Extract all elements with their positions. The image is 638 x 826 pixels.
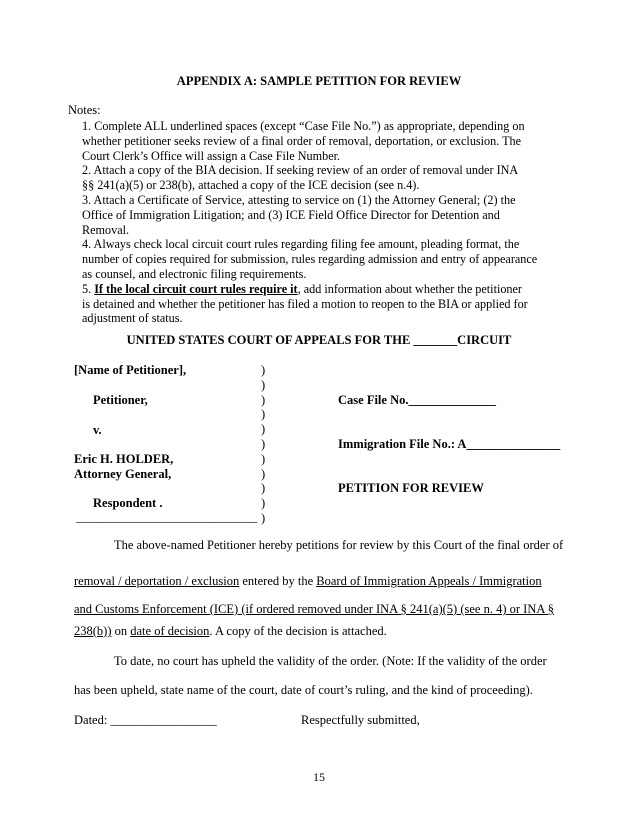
paren: )	[261, 422, 266, 437]
petition-title: PETITION FOR REVIEW	[338, 481, 484, 495]
note-line: is detained and whether the petitioner has filed a motion to reopen to the BIA or applied for	[82, 296, 528, 311]
paren: )	[261, 377, 266, 392]
body-line: To date, no court has upheld the validity of the order. (Note: If the validity of the order	[114, 654, 547, 668]
petitioner-name: [Name of Petitioner],	[74, 363, 187, 377]
paren: )	[261, 436, 266, 451]
paren: )	[261, 466, 266, 481]
immigration-file-number: Immigration File No.: A_______________	[338, 437, 561, 451]
paren: )	[261, 510, 266, 525]
note-line: 4. Always check local circuit court rules regarding filing fee amount, pleading format, the	[82, 237, 520, 252]
note-line: §§ 241(a)(5) or 238(b), attached a copy of the ICE decision (see n.4).	[82, 178, 420, 193]
appendix-title: APPENDIX A: SAMPLE PETITION FOR REVIEW	[176, 74, 462, 88]
case-file-number: Case File No.______________	[338, 393, 496, 407]
agency-field-cont: and Customs Enforcement (ICE) (if ordered removed under INA § 241(a)(5) (see n. 4) or INA §	[74, 602, 555, 616]
note-line: whether petitioner seeks review of a final order of removal, deportation, or exclusion. The	[82, 133, 522, 148]
agency-field: Board of Immigration Appeals / Immigration	[316, 574, 542, 588]
note-line: as counsel, and electronic filing requirements.	[82, 266, 307, 281]
note-line	[82, 282, 562, 297]
paren: )	[261, 407, 266, 422]
note-emphasis: If the local circuit court rules require it	[94, 281, 298, 296]
caption-rule: _____________________________	[76, 510, 258, 524]
agency-field-end: 238(b))	[74, 624, 112, 638]
paren: )	[261, 392, 266, 407]
body-line: The above-named Petitioner hereby petitions for review by this Court of the final order of	[114, 538, 564, 552]
note-4	[82, 237, 562, 281]
paren: )	[261, 481, 266, 496]
note-line: Removal.	[82, 222, 130, 237]
note-line: 2. Attach a copy of the BIA decision. If seeking review of an order of removal under INA	[82, 163, 519, 178]
note-number: 5.	[82, 281, 95, 296]
dated-line: Dated: _________________	[74, 713, 217, 727]
petitioner-label: Petitioner,	[93, 393, 148, 407]
body-text: entered by the	[239, 574, 317, 588]
caption-parentheses	[261, 363, 265, 526]
notes-list	[82, 119, 562, 326]
note-line: Court Clerk’s Office will assign a Case File Number.	[82, 148, 341, 163]
respondent-name: Eric H. HOLDER,	[74, 452, 174, 466]
paren: )	[261, 451, 266, 466]
respectfully-submitted: Respectfully submitted,	[301, 713, 420, 727]
notes-heading: Notes:	[68, 103, 101, 117]
note-line: number of copies required for submission, rules regarding admission and entry of appearance	[82, 252, 538, 267]
note-5	[82, 282, 562, 326]
note-line: adjustment of status.	[82, 311, 183, 326]
body-text: . A copy of the decision is attached.	[209, 624, 387, 638]
body-line	[74, 624, 387, 639]
note-line: 1. Complete ALL underlined spaces (except “Case File No.”) as appropriate, depending on	[82, 119, 525, 133]
note-line: Office of Immigration Litigation; and (3) ICE Field Office Director for Detention and	[82, 207, 500, 222]
body-text: on	[111, 624, 131, 638]
note-1	[82, 119, 562, 163]
page-number: 15	[313, 770, 325, 784]
body-line	[74, 602, 554, 617]
note-3	[82, 193, 562, 237]
respondent-label: Respondent .	[93, 496, 163, 510]
note-2	[82, 163, 562, 193]
body-line: has been upheld, state name of the court, date of court’s ruling, and the kind of proceeding).	[74, 683, 533, 697]
respondent-title: Attorney General,	[74, 467, 172, 481]
decision-date-field: date of decision	[130, 624, 210, 638]
body-line	[74, 574, 542, 589]
court-heading: UNITED STATES COURT OF APPEALS FOR THE _______CIRCUIT	[126, 333, 512, 347]
note-line: 3. Attach a Certificate of Service, attesting to service on (1) the Attorney General; (2) the	[82, 192, 516, 207]
paren: )	[261, 363, 266, 377]
note-text: , add information about whether the petitioner	[297, 281, 522, 296]
versus-label: v.	[93, 423, 102, 437]
removal-type-field: removal / deportation / exclusion	[74, 574, 240, 588]
paren: )	[261, 496, 266, 511]
